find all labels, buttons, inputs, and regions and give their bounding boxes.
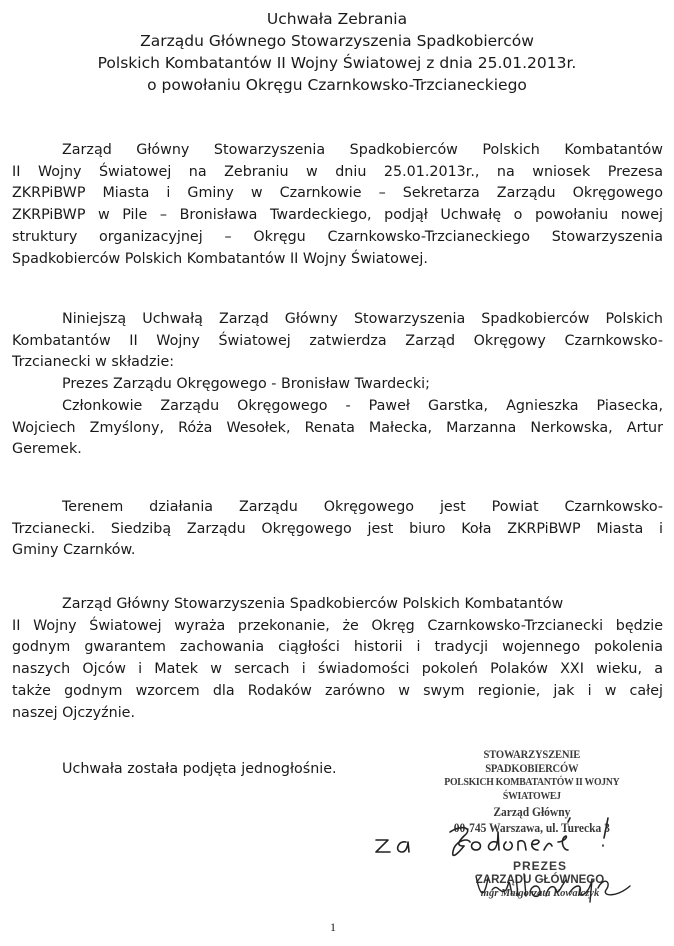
paragraph-line: ZKRPiBWP Miasta i Gminy w Czarnkowie – Sekretarza Zarządu Okręgowego	[12, 185, 663, 202]
paragraph-line: Gminy Czarnków.	[12, 542, 136, 559]
paragraph-line: godnym gwarantem zachowania ciągłości historii i tradycji wojennego pokolenia	[12, 639, 663, 656]
paragraph-4	[12, 594, 663, 724]
paragraph-line: Geremek.	[12, 441, 82, 458]
members-line: Członkowie Zarządu Okręgowego - Paweł Garstka, Agnieszka Piasecka,	[62, 397, 663, 414]
document-title	[20, 8, 654, 96]
paragraph-line: naszej Ojczyźnie.	[12, 704, 136, 721]
paragraph-line: naszych Ojców i Matek w sercach i świadomości pokoleń Polaków XXI wieku, a	[12, 661, 663, 678]
paragraph-line: Niniejszą Uchwałą Zarząd Główny Stowarzyszenia Spadkobierców Polskich	[62, 311, 663, 327]
paragraph-line: Terenem działania Zarządu Okręgowego jest Powiat Czarnkowsko-	[62, 499, 663, 515]
stamp-line-1: STOWARZYSZENIE SPADKOBIERCÓW	[483, 749, 581, 775]
paragraph-line: ZKRPiBWP w Pile – Bronisława Twardeckiego, podjął Uchwałę o powołaniu nowej	[12, 207, 663, 224]
president-stamp-name: mgr Małgorzata Kowalczyk	[480, 888, 600, 899]
page-number: 1	[330, 920, 336, 934]
stamp-line-3: Zarząd Główny	[493, 805, 571, 819]
title-line-2: Zarządu Głównego Stowarzyszenia Spadkobierców	[140, 32, 534, 50]
paragraph-line: także godnym wzorcem dla Rodaków zarówno w swym regionie, jak i w całej	[12, 682, 663, 699]
title-line-3: Polskich Kombatantów II Wojny Światowej z dnia 25.01.2013r.	[97, 54, 577, 72]
paragraph-line: II Wojny Światowej wyraża przekonanie, że Okręg Czarnkowsko-Trzcianecki będzie	[12, 617, 663, 634]
paragraph-line: Spadkobierców Polskich Kombatantów II Wojny Światowej.	[12, 250, 428, 267]
paragraph-line: Kombatantów II Wojny Światowej zatwierdza Zarząd Okręgowy Czarnkowsko-	[12, 332, 663, 349]
paragraph-1	[12, 140, 663, 270]
title-line-1: Uchwała Zebrania	[266, 10, 408, 28]
paragraph-3	[12, 497, 663, 562]
paragraph-line: Trzcianecki. Siedzibą Zarządu Okręgowego jest biuro Koła ZKRPiBWP Miasta i	[12, 520, 663, 537]
paragraph-line: struktury organizacyjnej – Okręgu Czarnkowsko-Trzcianeckiego Stowarzyszenia	[12, 228, 663, 245]
president-stamp-board: ZARZĄDU GŁÓWNEGO	[475, 874, 605, 886]
paragraph-2	[12, 309, 663, 461]
title-line-4: o powołaniu Okręgu Czarnkowsko-Trzcianeckiego	[147, 76, 527, 94]
president-line: Prezes Zarządu Okręgowego - Bronisław Twardecki;	[62, 376, 430, 393]
president-stamp-title: PREZES	[512, 859, 567, 873]
signature-icon	[470, 866, 640, 906]
closing-line: Uchwała została podjęta jednogłośnie.	[62, 761, 337, 777]
paragraph-line: Trzcianecki w składzie:	[12, 354, 175, 371]
paragraph-line: Zarząd Główny Stowarzyszenia Spadkobierców Polskich Kombatantów	[62, 142, 663, 158]
paragraph-line: II Wojny Światowej na Zebraniu w dniu 25.01.2013r., na wniosek Prezesa	[12, 163, 663, 180]
handwritten-note-icon	[372, 812, 622, 862]
paragraph-line: Zarząd Główny Stowarzyszenia Spadkobierców Polskich Kombatantów	[62, 596, 564, 612]
stamp-line-4: 00-745 Warszawa, ul. Turecka 3	[453, 821, 610, 835]
stamp-line-2: POLSKICH KOMBATANTÓW II WOJNY ŚWIATOWEJ	[444, 777, 620, 802]
paragraph-line: Wojciech Zmyślony, Róża Wesołek, Renata Małecka, Marzanna Nerkowska, Artur	[12, 419, 663, 436]
